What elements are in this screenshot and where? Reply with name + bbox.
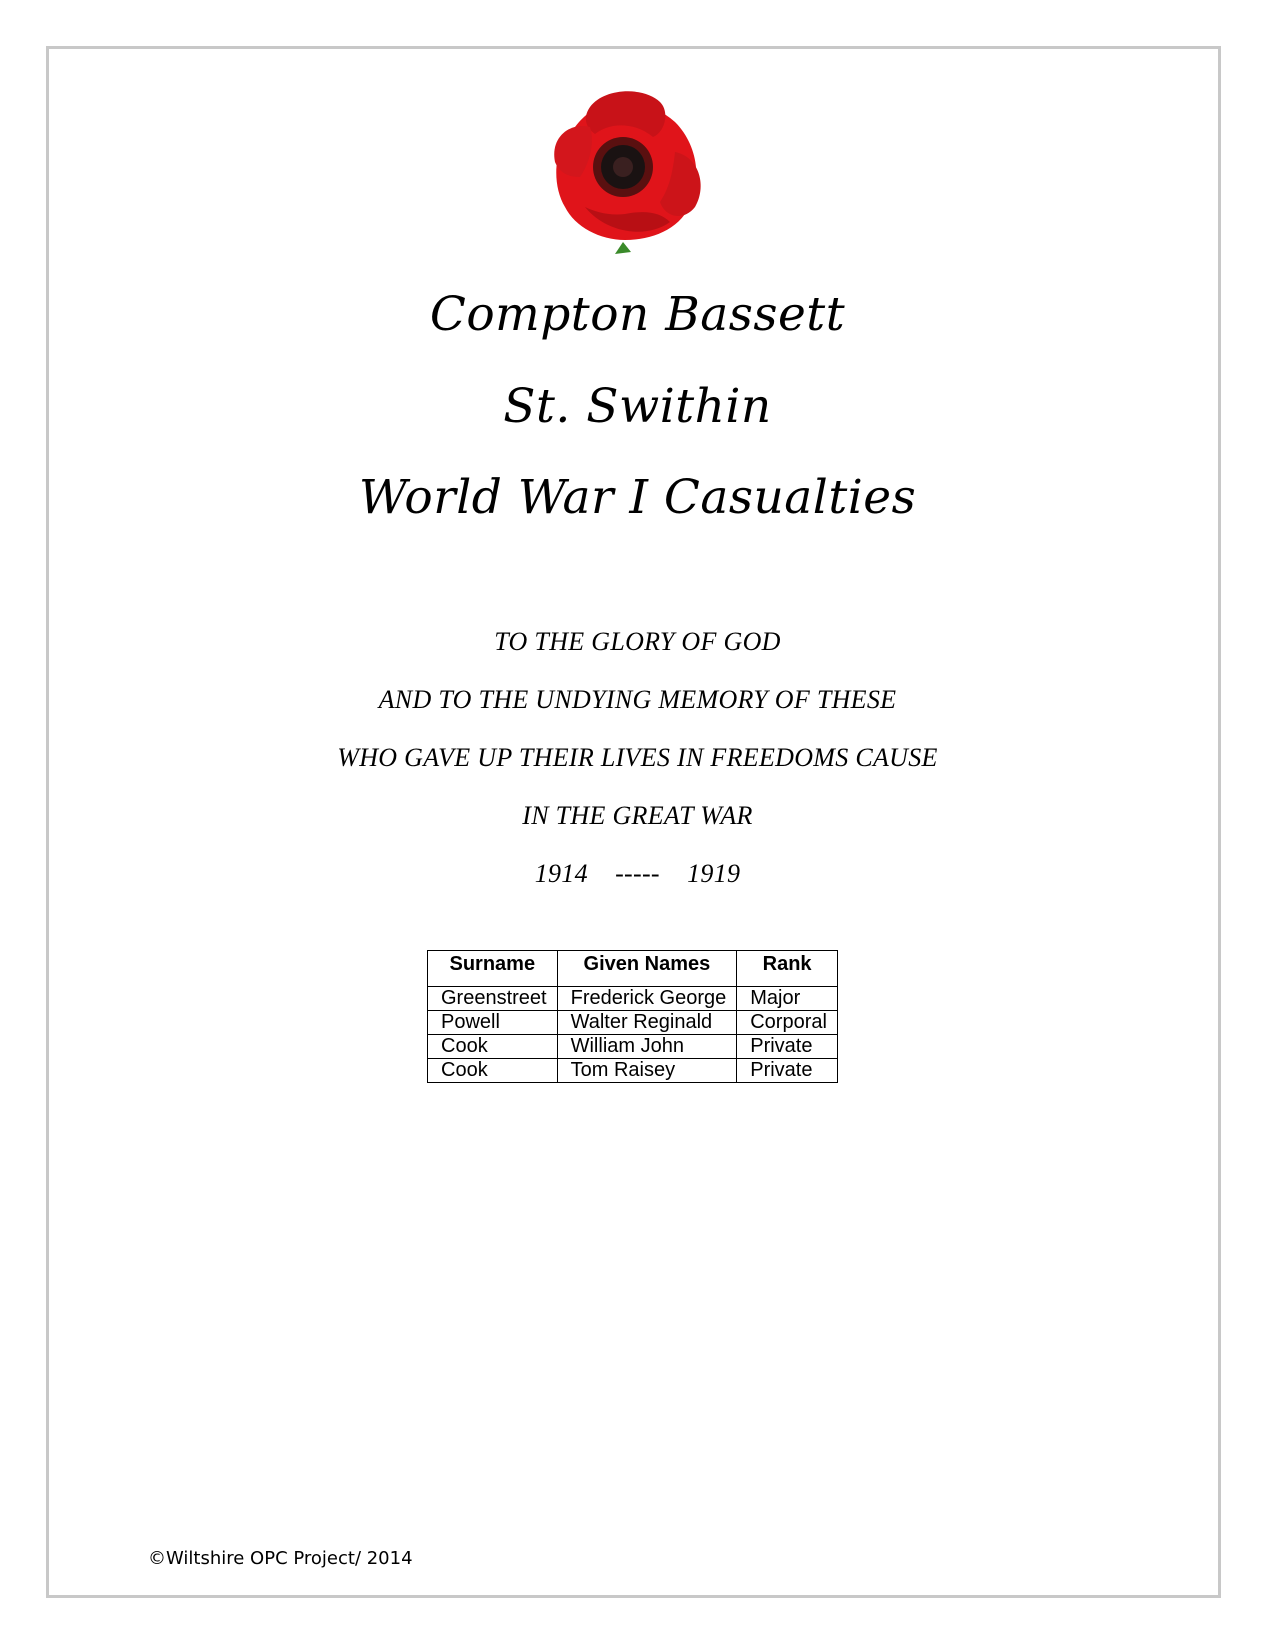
years-range [0,858,1275,890]
title-memorial: World War I Casualties [358,470,917,525]
copyright-notice: ©Wiltshire OPC Project/ 2014 [148,1548,413,1569]
table-row [428,1035,838,1059]
cell-given-names: Frederick George [557,987,737,1011]
cell-given-names: Walter Reginald [557,1011,737,1035]
casualties-table [427,950,838,1083]
table-header-row [428,951,838,987]
year-end: 1919 [687,859,741,888]
poppy-icon [535,82,715,257]
header-surname: Surname [428,951,558,987]
cell-rank: Private [737,1035,838,1059]
cell-rank: Corporal [737,1011,838,1035]
title-church-location: Compton Bassett [429,287,846,342]
cell-rank: Private [737,1059,838,1083]
title-church-name: St. Swithin [503,379,772,434]
table-row [428,1011,838,1035]
cell-surname: Cook [428,1059,558,1083]
header-given-names: Given Names [557,951,737,987]
dedication-line-1: TO THE GLORY OF GOD [494,627,781,656]
cell-rank: Major [737,987,838,1011]
cell-surname: Powell [428,1011,558,1035]
year-separator: ----- [615,859,660,888]
table-row [428,987,838,1011]
year-start: 1914 [534,859,588,888]
dedication-line-4: IN THE GREAT WAR [522,801,753,830]
table-row [428,1059,838,1083]
cell-given-names: Tom Raisey [557,1059,737,1083]
dedication-line-2: AND TO THE UNDYING MEMORY OF THESE [378,685,897,714]
cell-surname: Greenstreet [428,987,558,1011]
cell-surname: Cook [428,1035,558,1059]
header-rank: Rank [737,951,838,987]
dedication-line-3: WHO GAVE UP THEIR LIVES IN FREEDOMS CAUSE [337,743,938,772]
cell-given-names: William John [557,1035,737,1059]
